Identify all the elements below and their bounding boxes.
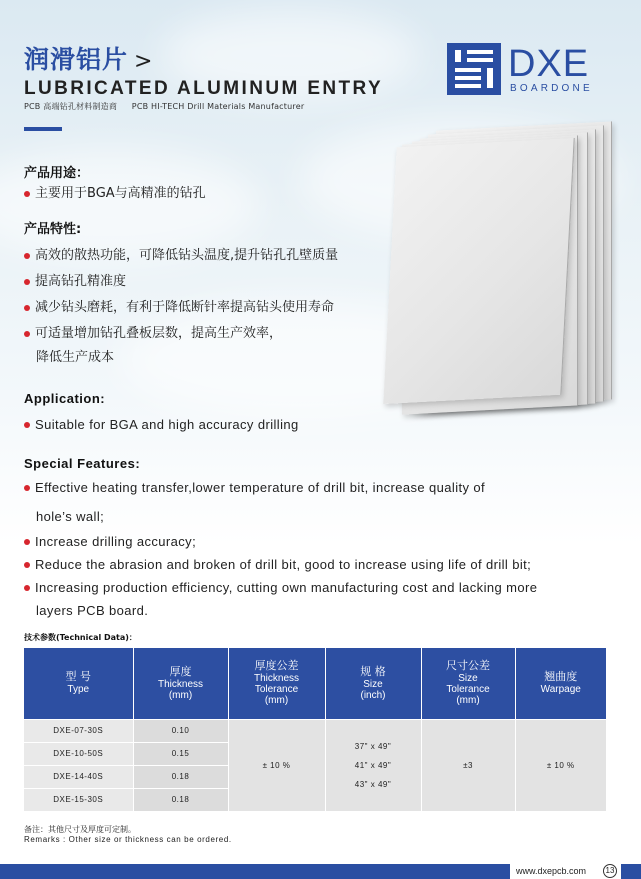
- logo-subtext: BOARDONE: [510, 83, 593, 94]
- cell-type: DXE-10-50S: [24, 742, 133, 765]
- application-heading: Application:: [24, 391, 106, 406]
- usage-heading-cn: 产品用途：: [24, 166, 90, 181]
- feature-continuation-cn: 降低生产成本: [36, 350, 115, 365]
- table-header-row: [24, 648, 606, 719]
- feature-item-en: Effective heating transfer,lower temperature of drill bit, increase quality of: [24, 479, 624, 497]
- bullet-icon: [24, 562, 30, 568]
- feature-item-cn: 提高钻孔精准度: [24, 273, 404, 291]
- table-row: [24, 719, 606, 742]
- bullet-icon: [24, 485, 30, 491]
- application-item: Suitable for BGA and high accuracy drilling: [24, 416, 299, 434]
- title-underline: [24, 127, 62, 131]
- bullet-icon: [24, 585, 30, 591]
- header-size: 规 格 Size (inch): [325, 648, 421, 719]
- cell-thickness: 0.18: [133, 765, 228, 788]
- feature-item-en: Increase drilling accuracy;: [24, 533, 624, 551]
- footer-url[interactable]: www.dxepcb.com: [516, 866, 587, 876]
- cell-size: [325, 719, 421, 811]
- remarks-cn: 备注：其他尺寸及厚度可定制。: [24, 825, 136, 834]
- feature-item-en: Increasing production efficiency, cutting own manufacturing cost and lacking more: [24, 579, 624, 597]
- header-size-tolerance: 尺寸公差 Size Tolerance (mm): [421, 648, 515, 719]
- bullet-icon: [24, 253, 30, 259]
- header-type: 型 号 Type: [24, 648, 133, 719]
- logo-text: DXE: [508, 43, 590, 85]
- size-value: 37" x 49": [354, 741, 392, 751]
- cell-thickness: 0.10: [133, 719, 228, 742]
- subtitle-en: PCB HI-TECH Drill Materials Manufacturer: [131, 102, 305, 111]
- bullet-icon: [24, 331, 30, 337]
- page-number: 13: [603, 864, 617, 878]
- bullet-icon: [24, 191, 30, 197]
- bullet-icon: [24, 422, 30, 428]
- feature-continuation-en: hole’s wall;: [36, 509, 105, 524]
- footer-bar-right: [621, 864, 641, 879]
- header-thickness: 厚度 Thickness (mm): [133, 648, 228, 719]
- feature-continuation-en: layers PCB board.: [36, 603, 149, 618]
- usage-item: 主要用于BGA与高精准的钻孔: [24, 185, 206, 203]
- feature-item-en: Reduce the abrasion and broken of drill bit, good to increase using life of drill bit;: [24, 556, 624, 574]
- cell-type: DXE-15-30S: [24, 788, 133, 811]
- subtitle-cn: PCB 高端钻孔材料制造商: [24, 102, 118, 111]
- table-title: 技术参数(Technical Data)：: [24, 633, 137, 642]
- features-list-cn: [24, 247, 404, 367]
- features-list-en: [24, 479, 624, 620]
- logo-mark-icon: [447, 43, 501, 95]
- title-cn: 润滑铝片 >: [24, 45, 154, 74]
- bullet-icon: [24, 279, 30, 285]
- header-thickness-tolerance: 厚度公差 Thickness Tolerance (mm): [228, 648, 325, 719]
- features-heading-cn: 产品特性:: [24, 222, 82, 237]
- subtitle: [24, 101, 316, 112]
- remarks-en: Remarks : Other size or thickness can be ordered.: [24, 835, 232, 844]
- bullet-icon: [24, 539, 30, 545]
- title-arrow: >: [134, 49, 154, 74]
- size-value: 41" x 49": [354, 760, 392, 770]
- size-value: 43" x 49": [354, 779, 392, 789]
- cell-thickness: 0.18: [133, 788, 228, 811]
- cell-thickness: 0.15: [133, 742, 228, 765]
- feature-item-cn: 高效的散热功能，可降低钻头温度,提升钻孔孔壁质量: [24, 247, 404, 265]
- cell-type: DXE-07-30S: [24, 719, 133, 742]
- footer-bar: [0, 864, 510, 879]
- bullet-icon: [24, 305, 30, 311]
- cell-warpage: ± 10 %: [515, 719, 606, 811]
- title-en: LUBRICATED ALUMINUM ENTRY: [24, 78, 384, 99]
- cell-thickness-tolerance: ± 10 %: [228, 719, 325, 811]
- cell-type: DXE-14-40S: [24, 765, 133, 788]
- features-heading-en: Special Features:: [24, 456, 141, 471]
- cell-size-tolerance: ±3: [421, 719, 515, 811]
- technical-data-table: [24, 648, 606, 811]
- feature-item-cn: 可适量增加钻孔叠板层数，提高生产效率，: [24, 325, 404, 343]
- header-warpage: 翘曲度 Warpage: [515, 648, 606, 719]
- feature-item-cn: 减少钻头磨耗，有利于降低断针率提高钻头使用寿命: [24, 299, 404, 317]
